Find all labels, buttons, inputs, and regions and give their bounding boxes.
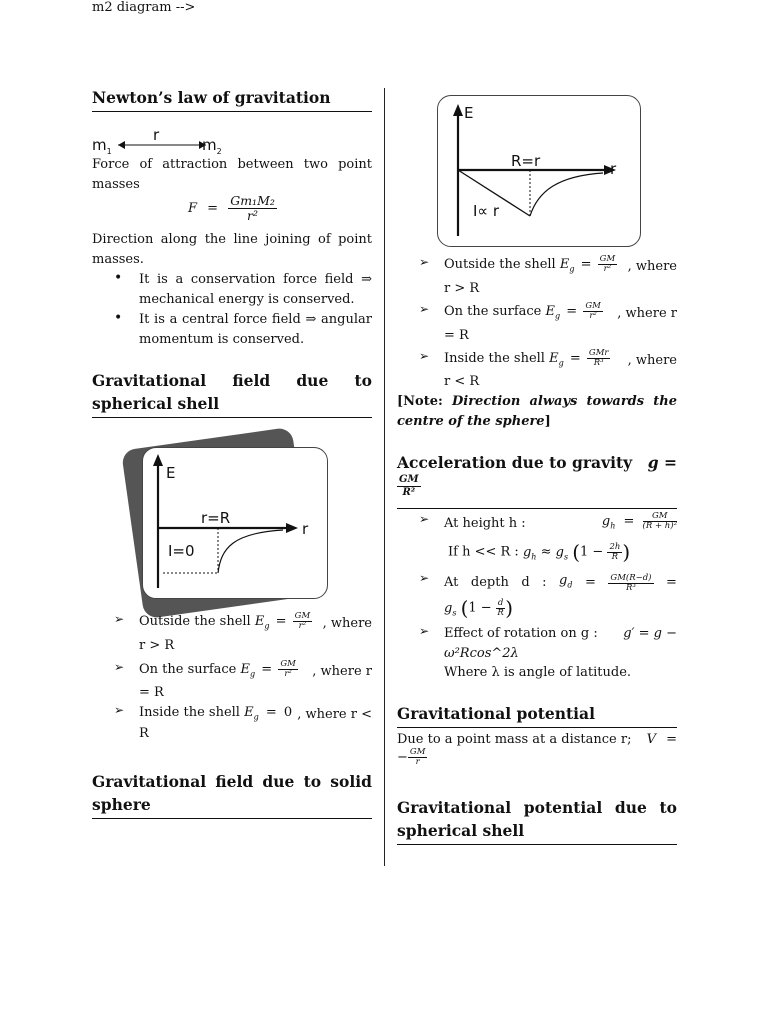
newton-formula: F = $\frac{\text{Gm₁M₂}}{\text{r²}}$	[188, 193, 275, 223]
gravity-height-line: At height h : $g_h$ = $\frac{GM}{\text{(R + h)²}}$	[444, 511, 677, 532]
note-line2: centre of the sphere]	[397, 414, 551, 429]
shell-surface-line2: = R	[139, 685, 164, 700]
bullet-1-line1: It is a conservation force field ⇒	[139, 272, 372, 287]
solid-outside-line1: Outside the shell $E_g$ = $\frac{GM}{\text{r²}}$ , where	[444, 254, 677, 275]
gravity-depth-line2: $g_s$ (1 − $\frac{d}{R}$ )	[444, 596, 514, 620]
heading-newtons-law: Newton’s law of gravitation	[92, 86, 372, 112]
formula-fraction: $\frac{\text{Gm₁M₂}}{\text{r²}}$	[230, 193, 275, 223]
shell-outside-line1: Outside the shell $E_g$ = $\frac{GM}{\text{r²}}$ , where	[139, 611, 372, 632]
force-description-line2: masses	[92, 177, 140, 192]
heading-field-shell-line1: Gravitational field due to	[92, 371, 372, 390]
latitude-note: Where λ is angle of latitude.	[444, 665, 632, 680]
arrow-bullet-icon: ➢	[419, 512, 430, 526]
graph-r-label: r	[302, 520, 309, 538]
arrow-bullet-icon: ➢	[419, 255, 430, 269]
heading-gravitational-potential: Gravitational potential	[397, 702, 677, 728]
bullet-1-line2: mechanical energy is conserved.	[139, 292, 355, 307]
shell-field-graph	[142, 447, 328, 599]
arrow-bullet-icon: ➢	[114, 660, 125, 674]
bullet-2-line2: momentum is conserved.	[139, 332, 305, 347]
potential-line1: Due to a point mass at a distance r; V =	[397, 732, 677, 747]
potential-line2: − $\frac{GM}{r}$	[397, 747, 426, 767]
arrow-bullet-icon: ➢	[419, 302, 430, 316]
distance-arrow-icon	[116, 138, 208, 152]
note-line1: [Note: Direction always towards the	[397, 394, 678, 409]
shell-surface-line1: On the surface $E_g$ = $\frac{GM}{\text{r²}}$ , where r	[139, 659, 372, 680]
solid-inside-line2: r < R	[444, 374, 480, 389]
gravity-depth-line1: At depth d : $g_d$ = $\frac{GM(R-d)}{\text{R³}}$ =	[444, 572, 677, 593]
graph-ir-label: I∝ r	[473, 202, 500, 220]
gravity-rotation-line1: Effect of rotation on g : g′ = g −	[444, 626, 677, 641]
bullet-dot: •	[114, 310, 123, 326]
solid-surface-line2: = R	[444, 328, 469, 343]
solid-surface-line1: On the surface $E_g$ = $\frac{GM}{\text{r²}}$ , where r	[444, 301, 677, 322]
column-divider	[384, 88, 385, 866]
left-column: Newton’s law of gravitation m2 diagram --> $m_1$ r $m_2$ Force of attraction between two point masses F = $\frac{\text{Gm₁M₂}}{\text{r²}}$ Direction along the line joining of point masses. • It is a conservation force field ⇒ mechanical energy is conserved. • It is a central force field ⇒ angular momentum is conserved. Gravitational field due to spherical shell E r=R r I=0 ➢ Outside the shell $E_g$ = $\frac{GM}{\text{r²}}$ , where r > R ➢ On the surface $E_g$ = $\frac{GM}{\text{r²}}$ , where r = R ➢ Inside the shell $E_g = 0$ , where r < R Gravitational field due to solid sphere	[92, 0, 372, 15]
arrow-bullet-icon: ➢	[114, 703, 125, 717]
masses-diagram	[92, 126, 242, 156]
mass-m1-label: $m_1$	[92, 136, 112, 156]
arrow-bullet-icon: ➢	[419, 571, 430, 585]
graph-r-label: r	[610, 160, 617, 178]
gravity-approx-line: If h << R : $g_h \approx g_s$ (1 − $\frac{2h}{R}$ )	[448, 540, 631, 564]
heading-gravity-acceleration: Acceleration due to gravity g =	[397, 453, 677, 472]
solid-field-graph	[437, 95, 641, 247]
heading-potential-shell-line2: spherical shell	[397, 819, 677, 845]
heading-field-solid-line1: Gravitational field due to solid	[92, 772, 372, 791]
shell-inside-line2: R	[139, 726, 149, 741]
graph-e-label: E	[464, 104, 474, 122]
gravity-rotation-line2: ω²Rcos^2λ	[444, 646, 519, 661]
arrow-bullet-icon: ➢	[114, 612, 125, 626]
heading-field-shell-line2: spherical shell	[92, 392, 372, 418]
direction-line1: Direction along the line joining of point	[92, 232, 372, 247]
solid-inside-line1: Inside the shell $E_g$ = $\frac{\text{GMr}}{\text{R³}}$ , where	[444, 348, 677, 369]
graph-rR-label: r=R	[201, 509, 231, 527]
heading-gravity-fraction: $\frac{GM}{\text{R²}}$	[397, 474, 677, 509]
shell-outside-line2: r > R	[139, 638, 175, 653]
graph-i0-label: I=0	[168, 542, 195, 560]
solid-outside-line2: r > R	[444, 281, 480, 296]
distance-r-label: r	[153, 126, 160, 144]
direction-line2: masses.	[92, 252, 144, 267]
arrow-bullet-icon: ➢	[419, 624, 430, 638]
graph-Rr-label: R=r	[511, 152, 541, 170]
heading-potential-shell-line1: Gravitational potential due to	[397, 798, 677, 817]
bullet-2-line1: It is a central force field ⇒ angular	[139, 312, 372, 327]
shell-inside-line1: Inside the shell $E_g = 0$ , where r <	[139, 705, 372, 723]
heading-field-solid-line2: sphere	[92, 793, 372, 819]
bullet-dot: •	[114, 270, 123, 286]
force-description-line1: Force of attraction between two point	[92, 157, 372, 172]
arrow-bullet-icon: ➢	[419, 349, 430, 363]
mass-m2-label: $m_2$	[202, 136, 222, 156]
graph-e-label: E	[166, 464, 176, 482]
